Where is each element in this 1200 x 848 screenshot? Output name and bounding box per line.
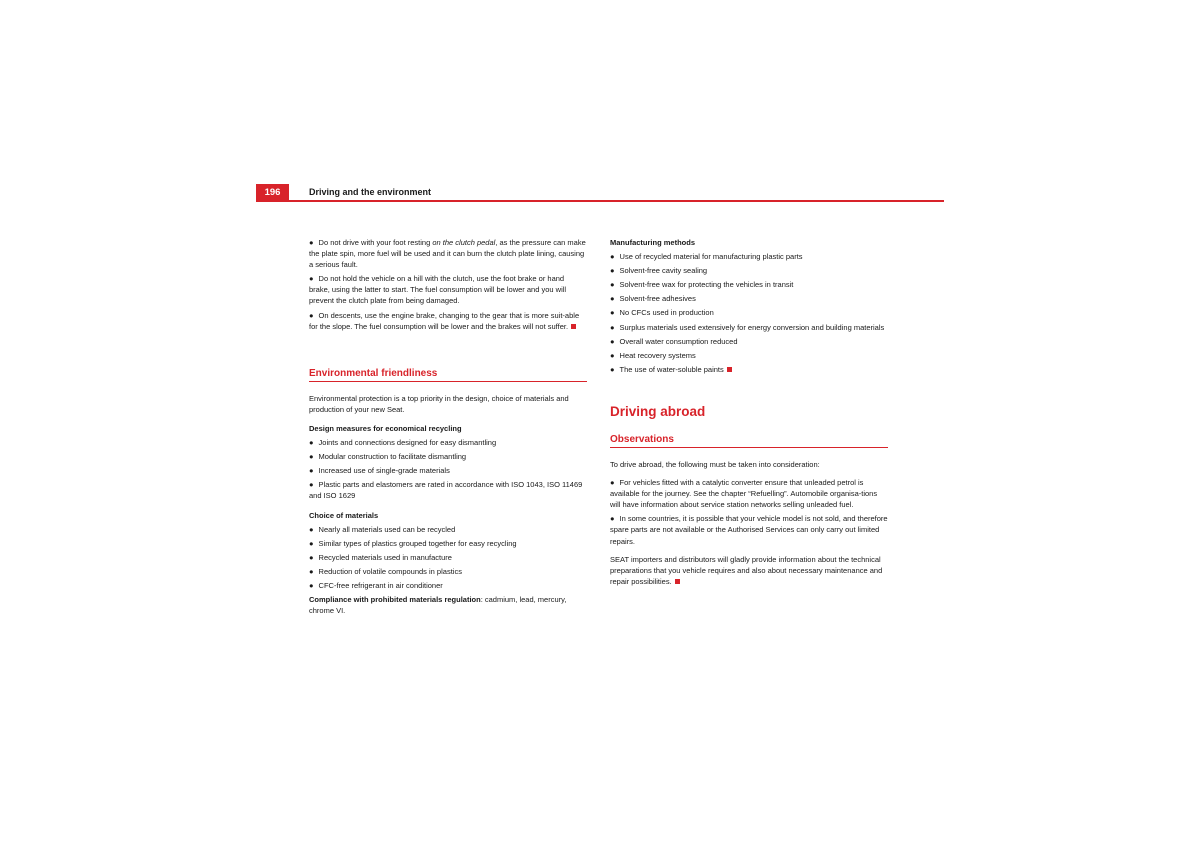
left-column [309,237,587,619]
bullet-icon: ● [309,452,314,462]
list-item [610,293,888,304]
list-item [610,350,888,361]
section-heading-observations: Observations [610,433,888,448]
list-item-text: The use of water-soluble paints [619,364,724,374]
list-item [610,279,888,290]
bullet-icon: ● [309,566,314,576]
list-item-text: Increased use of single-grade materials [318,466,450,476]
list-item [309,465,587,476]
bullet-icon: ● [309,274,314,284]
page-header [256,184,944,202]
list-item-text: Overall water consumption reduced [619,336,738,346]
bullet-icon: ● [610,308,615,318]
bullet-icon: ● [309,438,314,448]
bullet-text: Do not hold the vehicle on a hill with the clutch, use the foot brake or hand brake, using the latter to start. The fuel consumption will be lower and you will prevent the clutch plate from being damaged. [309,274,567,306]
closing-paragraph [610,554,888,587]
list-item [309,479,587,501]
bullet-paragraph [610,477,888,510]
list-item-text: CFC-free refrigerant in air conditioner [318,580,443,590]
list-item-text: Recycled materials used in manufacture [318,552,452,562]
bullet-icon: ● [610,252,615,262]
bullet-emphasis: on the clutch pedal [432,238,496,247]
list-item [309,437,587,448]
list-item-text: Nearly all materials used can be recycled [318,524,456,534]
bullet-icon: ● [610,266,615,276]
bullet-text: For vehicles fitted with a catalytic converter ensure that unleaded petrol is available for the journey. See the chapter “Refuelling”. Automobile organisa-tions will have information about service station networks selling unleaded fuel. [610,478,878,510]
section-end-marker-icon [727,367,732,372]
bullet-paragraph [610,513,888,546]
bullet-icon: ● [610,322,615,332]
section-end-marker-icon [571,324,576,329]
bullet-icon: ● [610,350,615,360]
bullet-icon: ● [309,310,314,320]
list-item-text: No CFCs used in production [619,308,714,318]
list-item [309,451,587,462]
list-item [309,580,587,591]
list-item [610,364,888,375]
list-item-text: Use of recycled material for manufacturing plastic parts [619,252,803,262]
bullet-icon: ● [610,294,615,304]
bullet-icon: ● [309,466,314,476]
bullet-icon: ● [610,280,615,290]
bullet-icon: ● [309,552,314,562]
subheading-manufacturing: Manufacturing methods [610,238,696,247]
right-column [610,237,888,590]
bullet-text: Do not drive with your foot resting [318,238,433,247]
subheading-design: Design measures for economical recycling [309,423,462,433]
list-item [309,524,587,535]
observations-intro: To drive abroad, the following must be taken into consideration: [610,459,820,469]
list-item-text: Reduction of volatile compounds in plastics [318,566,462,576]
bullet-icon: ● [309,538,314,548]
page-number: 196 [256,184,289,201]
bullet-paragraph [309,310,587,332]
list-item-text: Solvent-free wax for protecting the vehicles in transit [619,280,794,290]
bullet-icon: ● [610,478,615,488]
section-end-marker-icon [675,579,680,584]
header-divider [256,200,944,202]
list-item-text: Similar types of plastics grouped together for easy recycling [318,538,517,548]
list-item [610,322,888,333]
list-item-text: Surplus materials used extensively for energy conversion and building materials [619,322,885,332]
list-item-text: Solvent-free cavity sealing [619,266,708,276]
list-item [610,265,888,276]
bullet-icon: ● [610,336,615,346]
bullet-text: On descents, use the engine brake, changing to the gear that is more suit-able for the slope. The fuel consumption will be lower and the brakes will not suffer. [309,310,580,331]
bullet-icon: ● [309,580,314,590]
chapter-title: Driving and the environment [309,187,432,197]
closing-text: SEAT importers and distributors will gladly provide information about the technical preparations that you vehicle requires and also about necessary maintenance and repair possibilities. [610,554,883,586]
bullet-icon: ● [309,238,314,247]
list-item-text: Joints and connections designed for easy dismantling [318,438,497,448]
chapter-heading-driving-abroad: Driving abroad [610,403,706,419]
bullet-icon: ● [309,524,314,534]
compliance-paragraph [309,594,587,616]
list-item [309,552,587,563]
bullet-paragraph [309,273,587,306]
compliance-text: : cadmium, lead, mercury, chrome VI. [309,595,567,616]
list-item-text: Modular construction to facilitate dismantling [318,452,467,462]
bullet-text: In some countries, it is possible that your vehicle model is not sold, and therefore spare parts are not available or the Authorised Services can only carry out limited repairs. [610,514,888,546]
compliance-label: Compliance with prohibited materials regulation [309,595,481,605]
list-item [309,566,587,577]
section-heading-environmental: Environmental friendliness [309,367,587,382]
list-item-text: Solvent-free adhesives [619,294,696,304]
list-item-text: Plastic parts and elastomers are rated in accordance with ISO 1043, ISO 11469 and ISO 1629 [309,480,583,501]
subheading-choice: Choice of materials [309,510,379,520]
bullet-paragraph [309,237,587,270]
env-intro: Environmental protection is a top priority in the design, choice of materials and production of your new Seat. [309,393,569,414]
list-item-text: Heat recovery systems [619,350,696,360]
bullet-icon: ● [610,514,615,524]
list-item [309,538,587,549]
bullet-icon: ● [309,480,314,490]
bullet-icon: ● [610,364,615,374]
list-item [610,307,888,318]
list-item [610,336,888,347]
bullet-text: , as the pressure can make the plate spin, more fuel will be used and it can burn the clutch plate lining, causing a serious fault. [309,238,586,270]
list-item [610,251,888,262]
